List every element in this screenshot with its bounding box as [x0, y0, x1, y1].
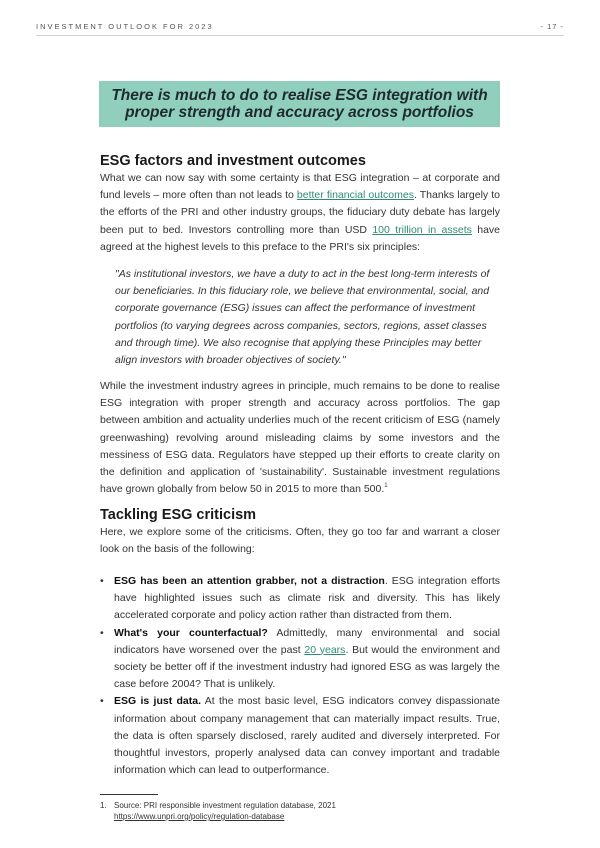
paragraph-criticism-block: [100, 378, 500, 498]
section-heading-tackling: Tackling ESG criticism: [100, 507, 257, 523]
footnote-text: Source: PRI responsible investment regulation database, 2021: [114, 801, 336, 810]
link-20-years[interactable]: 20 years: [304, 643, 346, 656]
paragraph-tackling-intro: Here, we explore some of the criticisms. Often, they go too far and warrant a closer look on the basis of the following:: [100, 526, 500, 556]
bullet-text: At the most basic level, ESG indicators convey dispassionate information about company management that can materially impact results. True, the data is often sparsely disclosed, rarely audited and diversely interpreted. For thoughtful investors, properly analysed data can convey important and tradable information which can lead to outperformance.: [114, 695, 501, 777]
pri-quote: "As institutional investors, we have a duty to act in the best long-term interests of our beneficiaries. In this fiduciary role, we believe that environmental, social, and corporate governance (ESG) issues can affect the performance of investment portfolios (to varying degrees across companies, sectors, regions, asset classes and through time). We also recognise that applying these Principles may better align investors with broader objectives of society.": [115, 268, 490, 367]
list-item: [100, 693, 500, 779]
section-tackling-criticism: [100, 506, 500, 558]
footnote-url-link[interactable]: https://www.unpri.org/policy/regulation-database: [114, 812, 285, 821]
paragraph-intro-c: have agreed at the highest levels to this preface to the PRI's six principles:: [100, 223, 500, 253]
criticism-bullet-list: [100, 573, 500, 779]
bullet-icon: •: [100, 575, 104, 587]
footnote: [100, 800, 500, 822]
document-title: INVESTMENT OUTLOOK FOR 2023: [36, 22, 214, 31]
link-better-financial-outcomes[interactable]: better financial outcomes: [296, 189, 414, 202]
paragraph-intro: [100, 170, 500, 256]
list-item: [100, 573, 500, 625]
pri-quote-block: [100, 266, 500, 369]
callout-box: [99, 81, 500, 127]
footnote-divider: [100, 794, 158, 795]
bullet-text: Admittedly, many environmental and social indicators have worsened over the past: [114, 626, 500, 656]
callout-text: There is much to do to realise ESG integration with proper strength and accuracy across portfolios: [111, 87, 488, 121]
bullet-bold: ESG is just data.: [114, 695, 202, 708]
footnote-ref: 1: [384, 483, 388, 490]
paragraph-intro-b: . Thanks largely to the efforts of the PRI and other industry groups, the fiduciary duty debate has largely been put to bed. Investors controlling more than USD: [100, 189, 501, 236]
bullet-icon: •: [100, 626, 104, 639]
paragraph-intro-a: What we can now say with some certainty is that ESG integration – at corporate and fund levels – more often than not leads to: [100, 172, 500, 202]
paragraph-criticism: [100, 378, 500, 498]
section-heading-esg-outcomes: ESG factors and investment outcomes: [100, 153, 366, 169]
page-header: [36, 22, 564, 36]
bullet-bold: What's your counterfactual?: [114, 626, 268, 639]
paragraph-criticism-text: While the investment industry agrees in principle, much remains to be done to realise ESG integration with proper strength and accuracy across portfolios. The gap between ambition and actuality underlies much of the recent criticism of ESG (namely greenwashing) revolving around misleading claims by some investors and the messiness of ESG data. Regulators have stepped up their efforts to create clarity on the definition and application of 'sustainability'. Sustainable investment regulations have grown globally from below 50 in 2015 to more than 500.: [100, 380, 500, 496]
bullet-bold: ESG has been an attention grabber, not a distraction: [114, 575, 385, 587]
bullet-text: . ESG integration efforts have highlighted issues such as climate risk and diversity. This has likely accelerated corporate and policy action rather than distracted from them.: [114, 575, 500, 622]
page-number: - 17 -: [540, 22, 564, 31]
footnote-line: [100, 800, 500, 811]
header-divider: [36, 35, 564, 36]
section-esg-outcomes: [100, 152, 500, 256]
bullet-text: . But would the environment and society be better off if the investment industry had ignored ESG as was largely the case before 2004? That is unlikely.: [114, 643, 500, 691]
footnote-number: 1.: [100, 801, 107, 810]
bullet-icon: •: [100, 695, 104, 708]
link-100-trillion-assets[interactable]: 100 trillion in assets: [372, 223, 472, 236]
bullet-list: [100, 573, 500, 779]
list-item: [100, 625, 500, 694]
